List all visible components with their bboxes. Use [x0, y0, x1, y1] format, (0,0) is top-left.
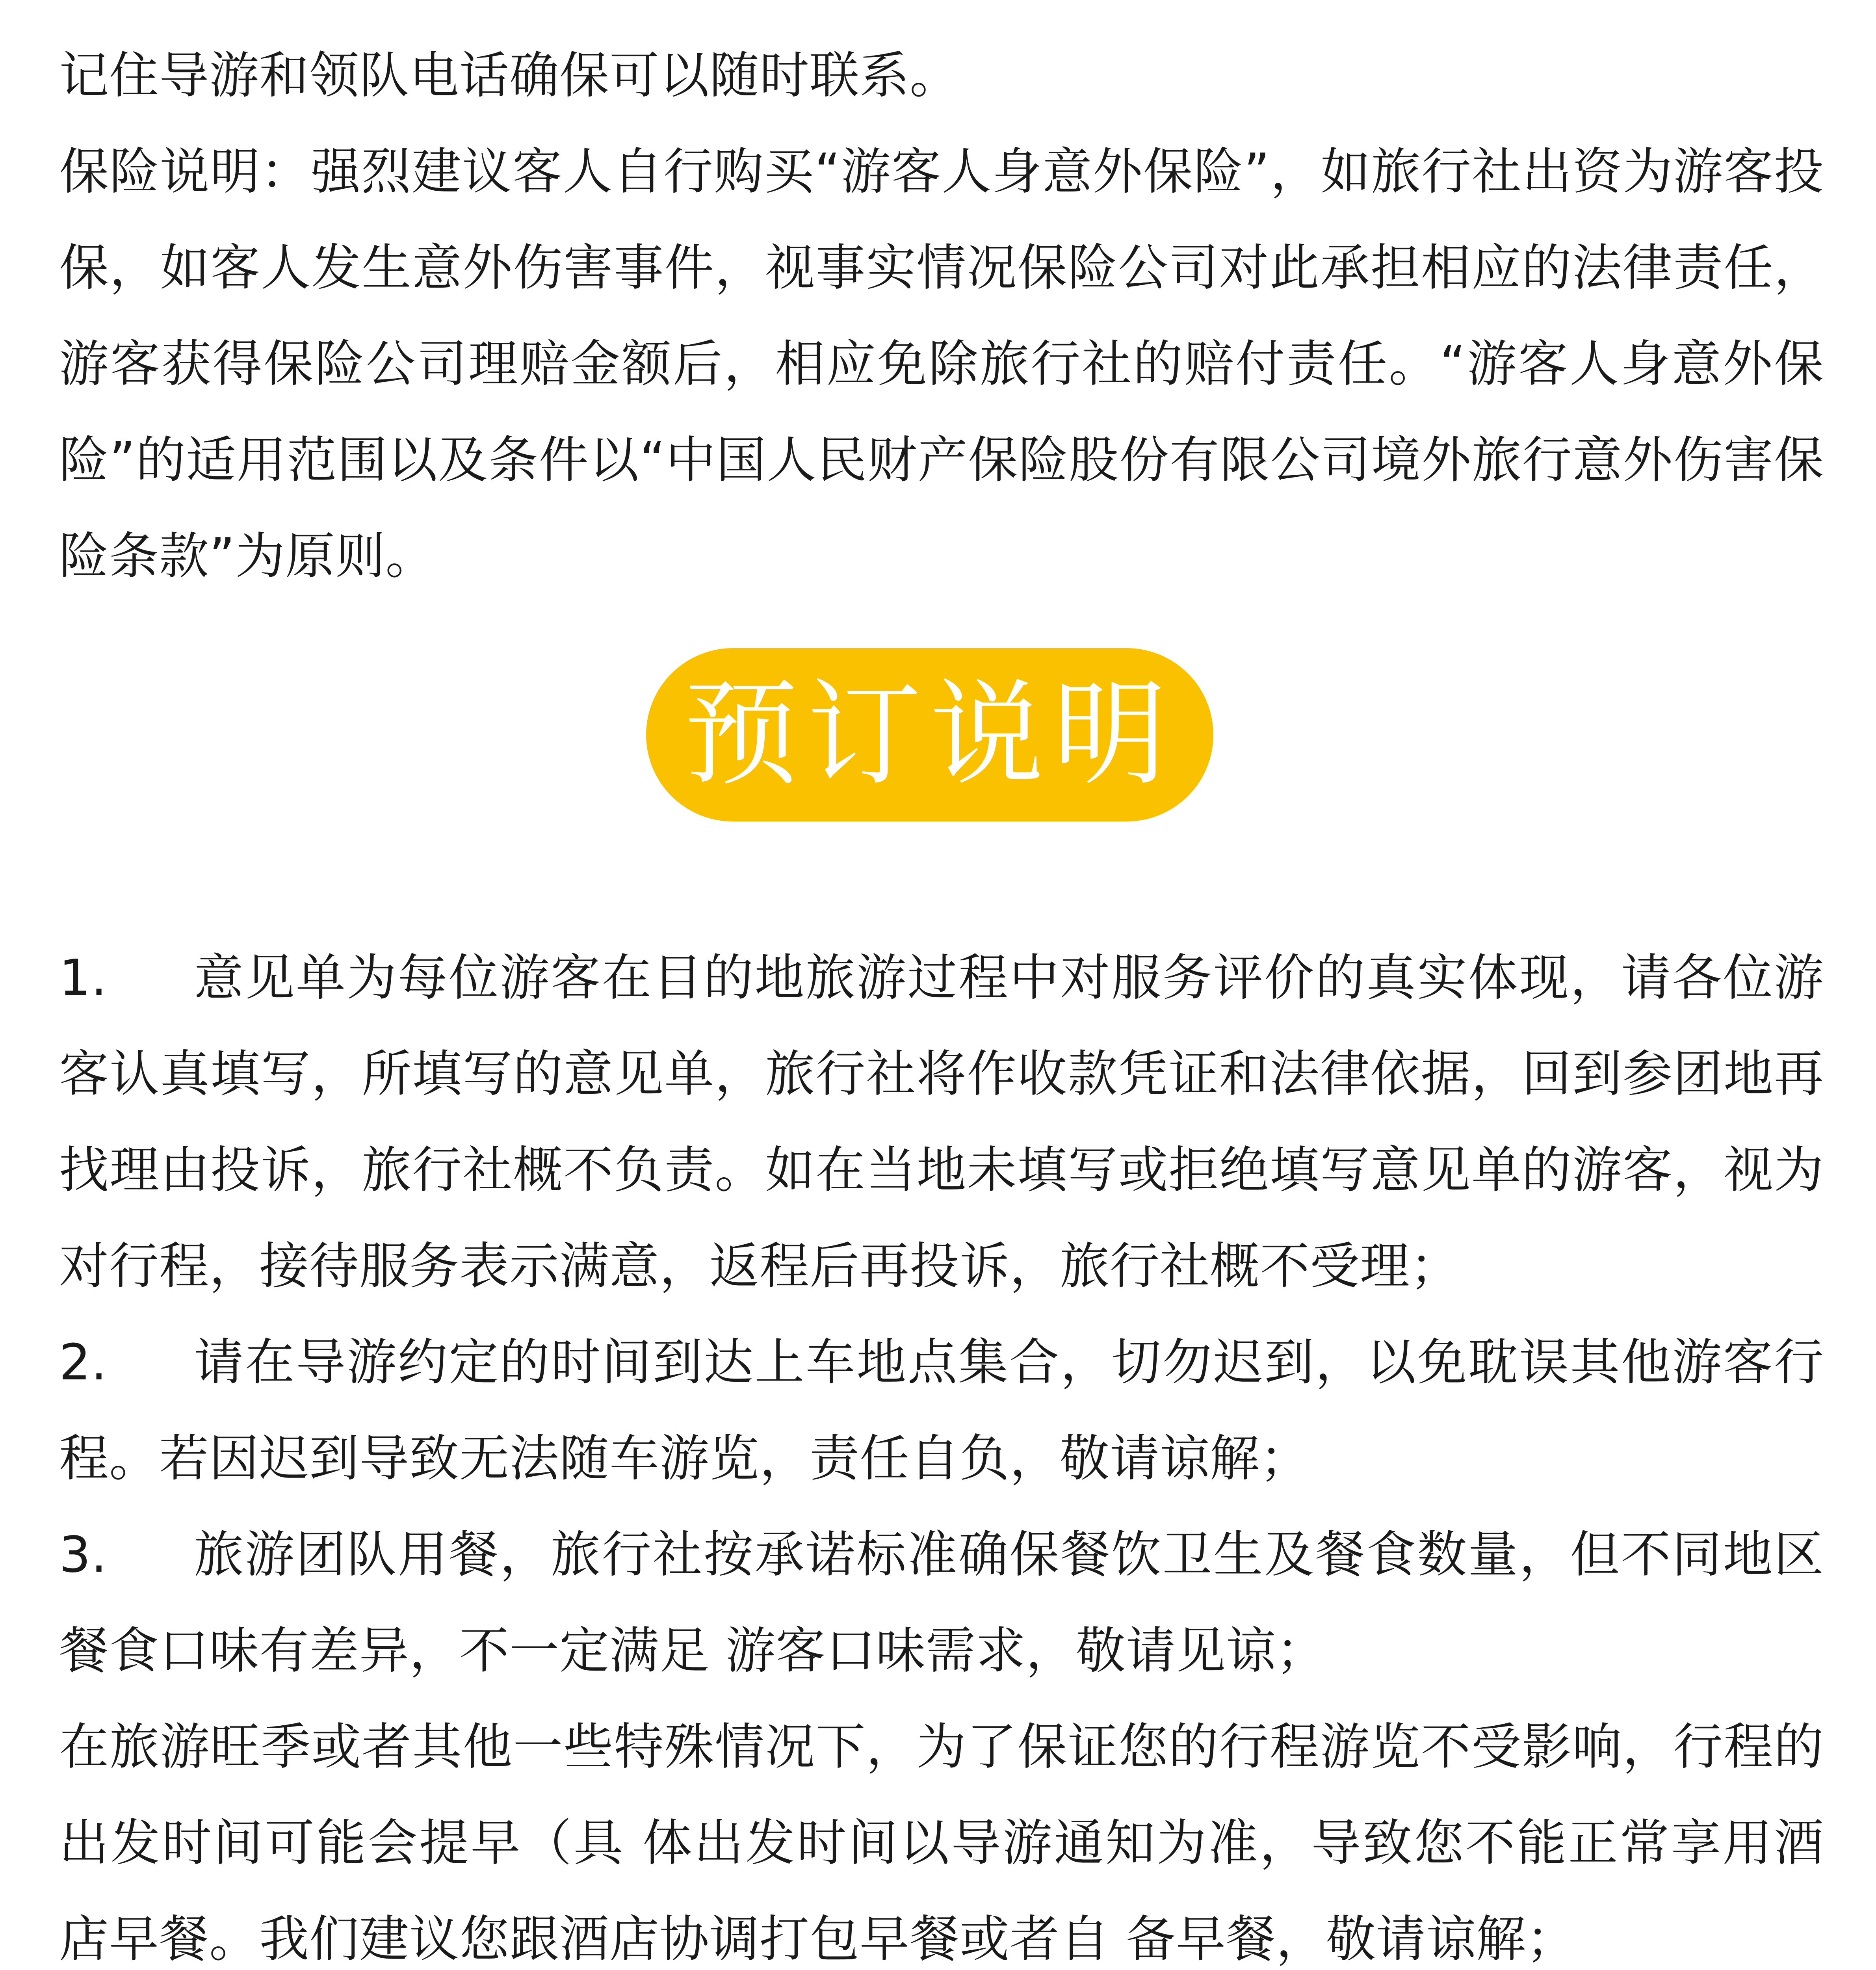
- item-text: 在旅游旺季或者其他一些特殊情况下，为了保证您的行程游览不受影响，行程的出发时间可能会提早（具 体出发时间以导游通知为准，导致您不能正常享用酒店早餐。我们建议您跟酒店协调打包早餐或者自 备早餐，敬请谅解；: [59, 1718, 1824, 1968]
- insurance-note: 保险说明：强烈建议客人自行购买“游客人身意外保险”，如旅行社出资为游客投保，如客人发生意外伤害事件，视事实情况保险公司对此承担相应的法律责任，游客获得保险公司理赔金额后，相应免除旅行社的赔付责任。“游客人身意外保险”的适用范围以及条件以“中国人民财产保险股份有限公司境外旅行意外伤害保险条款”为原则。: [59, 143, 1824, 585]
- item-number: 1.: [59, 949, 108, 1007]
- section-title: 预订说明: [684, 668, 1176, 801]
- item-number: 3.: [59, 1526, 108, 1583]
- list-item: [59, 1314, 1824, 1507]
- list-item: [59, 1699, 1824, 1970]
- item-text: 请在导游约定的时间到达上车地点集合，切勿迟到，以免耽误其他游客行程。若因迟到导致无法随车游览，责任自负，敬请谅解；: [59, 1333, 1824, 1487]
- booking-notes-list: [59, 930, 1824, 1970]
- section-title-badge: [646, 648, 1213, 821]
- item-number: 2.: [59, 1333, 108, 1391]
- item-text: 旅游团队用餐，旅行社按承诺标准确保餐饮卫生及餐食数量，但不同地区餐食口味有差异，不一定满足 游客口味需求，敬请见谅；: [59, 1526, 1824, 1680]
- insurance-section: [59, 28, 1824, 604]
- contact-reminder: 记住导游和领队电话确保可以随时联系。: [59, 46, 960, 104]
- list-item: [59, 1507, 1824, 1699]
- list-item: [59, 930, 1824, 1314]
- item-text: 意见单为每位游客在目的地旅游过程中对服务评价的真实体现，请各位游客认真填写，所填写的意见单，旅行社将作收款凭证和法律依据，回到参团地再找理由投诉，旅行社概不负责。如在当地未填写或拒绝填写意见单的游客，视为对行程，接待服务表示满意，返程后再投诉，旅行社概不受理；: [59, 949, 1824, 1295]
